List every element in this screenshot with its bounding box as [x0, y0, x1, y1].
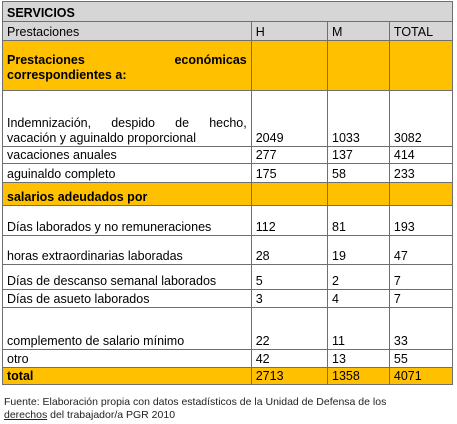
section-cell-h: [251, 183, 327, 206]
row-h: 28: [251, 236, 327, 265]
row-h: 5: [251, 265, 327, 290]
total-row: [3, 368, 453, 385]
row-label: [3, 91, 252, 147]
row-label: vacaciones anuales: [3, 147, 252, 164]
title-row: [3, 2, 453, 22]
table-row: [3, 290, 453, 308]
servicios-table: [2, 1, 453, 385]
section-cell-total: [389, 41, 452, 91]
row-total: 47: [389, 236, 452, 265]
row-m: 19: [328, 236, 390, 265]
total-m: 1358: [328, 368, 390, 385]
source-line1: Fuente: Elaboración propia con datos estadísticos de la Unidad de Defensa de los: [4, 396, 387, 408]
row-h: 22: [251, 308, 327, 350]
row-total: 7: [389, 265, 452, 290]
row-total: 55: [389, 350, 452, 368]
row-m: 4: [328, 290, 390, 308]
table-row: [3, 350, 453, 368]
row-label: complemento de salario mínimo: [3, 308, 252, 350]
section-row-prestaciones: [3, 41, 453, 91]
table-row: [3, 265, 453, 290]
table-row: [3, 308, 453, 350]
table-row: [3, 147, 453, 164]
row-label: aguinaldo completo: [3, 164, 252, 183]
total-total: 4071: [389, 368, 452, 385]
header-total: TOTAL: [389, 22, 452, 41]
row-total: 3082: [389, 91, 452, 147]
table-row: [3, 91, 453, 147]
section-label-line1: Prestaciones económicas: [7, 53, 247, 67]
table-row: [3, 164, 453, 183]
source-underlined-word: derechos: [4, 409, 48, 421]
row-total: 193: [389, 206, 452, 236]
row-h: 42: [251, 350, 327, 368]
row-total: 7: [389, 290, 452, 308]
section-label-line2: correspondientes a:: [7, 68, 127, 82]
row-m: 13: [328, 350, 390, 368]
row-m: 81: [328, 206, 390, 236]
section-row-salarios: [3, 183, 453, 206]
row-m: 2: [328, 265, 390, 290]
total-h: 2713: [251, 368, 327, 385]
row-label: otro: [3, 350, 252, 368]
row-label: Días laborados y no remuneraciones: [3, 206, 252, 236]
row-label: Días de asueto laborados: [3, 290, 252, 308]
section-cell-m: [328, 183, 390, 206]
row-m: 1033: [328, 91, 390, 147]
section-label-prestaciones: [3, 41, 252, 91]
row-h: 3: [251, 290, 327, 308]
row-label: Días de descanso semanal laborados: [3, 265, 252, 290]
header-h: H: [251, 22, 327, 41]
table-row: [3, 206, 453, 236]
total-label: total: [3, 368, 252, 385]
row-total: 414: [389, 147, 452, 164]
section-cell-total: [389, 183, 452, 206]
row-h: 175: [251, 164, 327, 183]
row-label: horas extraordinarias laboradas: [3, 236, 252, 265]
section-cell-h: [251, 41, 327, 91]
table-row: [3, 236, 453, 265]
section-label-salarios: salarios adeudados por: [3, 183, 252, 206]
source-line2: [4, 409, 424, 422]
source-note: [4, 396, 424, 422]
row-h: 112: [251, 206, 327, 236]
header-m: M: [328, 22, 390, 41]
row-label-line1: Indemnización, despido de hecho,: [7, 116, 247, 130]
row-total: 233: [389, 164, 452, 183]
section-cell-m: [328, 41, 390, 91]
header-row: [3, 22, 453, 41]
row-m: 58: [328, 164, 390, 183]
row-m: 137: [328, 147, 390, 164]
row-h: 2049: [251, 91, 327, 147]
row-label-line2: vacación y aguinaldo proporcional: [7, 131, 197, 145]
header-label: Prestaciones: [3, 22, 252, 41]
row-h: 277: [251, 147, 327, 164]
source-line2-rest: del trabajador/a PGR 2010: [47, 409, 176, 421]
row-m: 11: [328, 308, 390, 350]
table-title: SERVICIOS: [3, 2, 453, 22]
row-total: 33: [389, 308, 452, 350]
